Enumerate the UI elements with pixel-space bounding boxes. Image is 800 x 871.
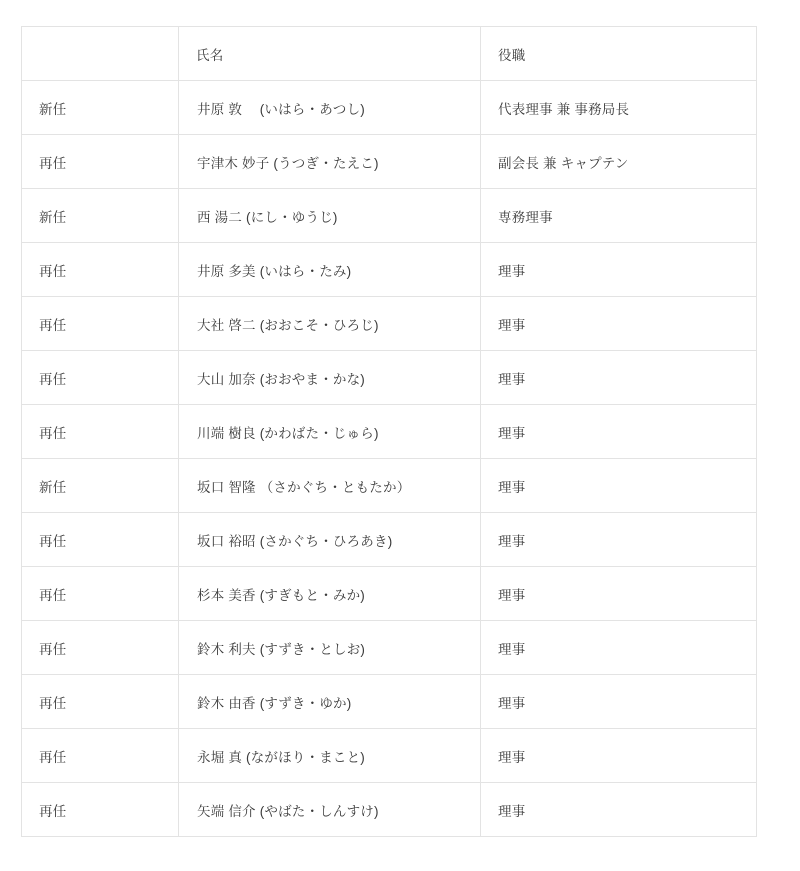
table-row	[22, 675, 757, 729]
table-row	[22, 405, 757, 459]
cell-role: 理事	[481, 675, 757, 729]
cell-role: 理事	[481, 567, 757, 621]
cell-status: 再任	[22, 405, 179, 459]
table-row	[22, 135, 757, 189]
cell-name: 永堀 真 (ながほり・まこと)	[179, 729, 481, 783]
table-row	[22, 243, 757, 297]
table-row	[22, 621, 757, 675]
cell-name: 坂口 裕昭 (さかぐち・ひろあき)	[179, 513, 481, 567]
table-row	[22, 783, 757, 837]
cell-name: 宇津木 妙子 (うつぎ・たえこ)	[179, 135, 481, 189]
cell-status: 再任	[22, 729, 179, 783]
cell-role: 理事	[481, 351, 757, 405]
cell-name: 鈴木 利夫 (すずき・としお)	[179, 621, 481, 675]
cell-name: 川端 樹良 (かわばた・じゅら)	[179, 405, 481, 459]
cell-name: 矢端 信介 (やばた・しんすけ)	[179, 783, 481, 837]
cell-status: 再任	[22, 783, 179, 837]
cell-status: 再任	[22, 135, 179, 189]
cell-status: 再任	[22, 621, 179, 675]
cell-name: 井原 敦 (いはら・あつし)	[179, 81, 481, 135]
cell-name: 杉本 美香 (すぎもと・みか)	[179, 567, 481, 621]
cell-name: 鈴木 由香 (すずき・ゆか)	[179, 675, 481, 729]
cell-status: 新任	[22, 189, 179, 243]
cell-status: 再任	[22, 513, 179, 567]
cell-role: 理事	[481, 297, 757, 351]
table-row	[22, 297, 757, 351]
table-body	[22, 81, 757, 837]
cell-role: 代表理事 兼 事務局長	[481, 81, 757, 135]
cell-status: 再任	[22, 567, 179, 621]
cell-role: 理事	[481, 783, 757, 837]
cell-role: 理事	[481, 621, 757, 675]
cell-role: 理事	[481, 513, 757, 567]
column-header-status	[22, 27, 179, 81]
table-row	[22, 513, 757, 567]
cell-role: 理事	[481, 729, 757, 783]
cell-status: 再任	[22, 297, 179, 351]
cell-name: 大社 啓二 (おおこそ・ひろじ)	[179, 297, 481, 351]
cell-role: 理事	[481, 405, 757, 459]
roster-table-container	[21, 26, 756, 837]
table-row	[22, 459, 757, 513]
table-row	[22, 567, 757, 621]
cell-status: 新任	[22, 81, 179, 135]
cell-status: 再任	[22, 351, 179, 405]
cell-role: 専務理事	[481, 189, 757, 243]
table-row	[22, 81, 757, 135]
cell-name: 大山 加奈 (おおやま・かな)	[179, 351, 481, 405]
cell-name: 井原 多美 (いはら・たみ)	[179, 243, 481, 297]
column-header-name: 氏名	[179, 27, 481, 81]
cell-status: 再任	[22, 243, 179, 297]
cell-role: 理事	[481, 243, 757, 297]
table-header-row	[22, 27, 757, 81]
cell-role: 副会長 兼 キャプテン	[481, 135, 757, 189]
cell-status: 新任	[22, 459, 179, 513]
cell-role: 理事	[481, 459, 757, 513]
table-row	[22, 351, 757, 405]
cell-name: 坂口 智隆 （さかぐち・ともたか）	[179, 459, 481, 513]
table-row	[22, 189, 757, 243]
column-header-role: 役職	[481, 27, 757, 81]
table-header	[22, 27, 757, 81]
cell-name: 西 湯二 (にし・ゆうじ)	[179, 189, 481, 243]
board-member-roster-table	[21, 26, 757, 837]
cell-status: 再任	[22, 675, 179, 729]
table-row	[22, 729, 757, 783]
